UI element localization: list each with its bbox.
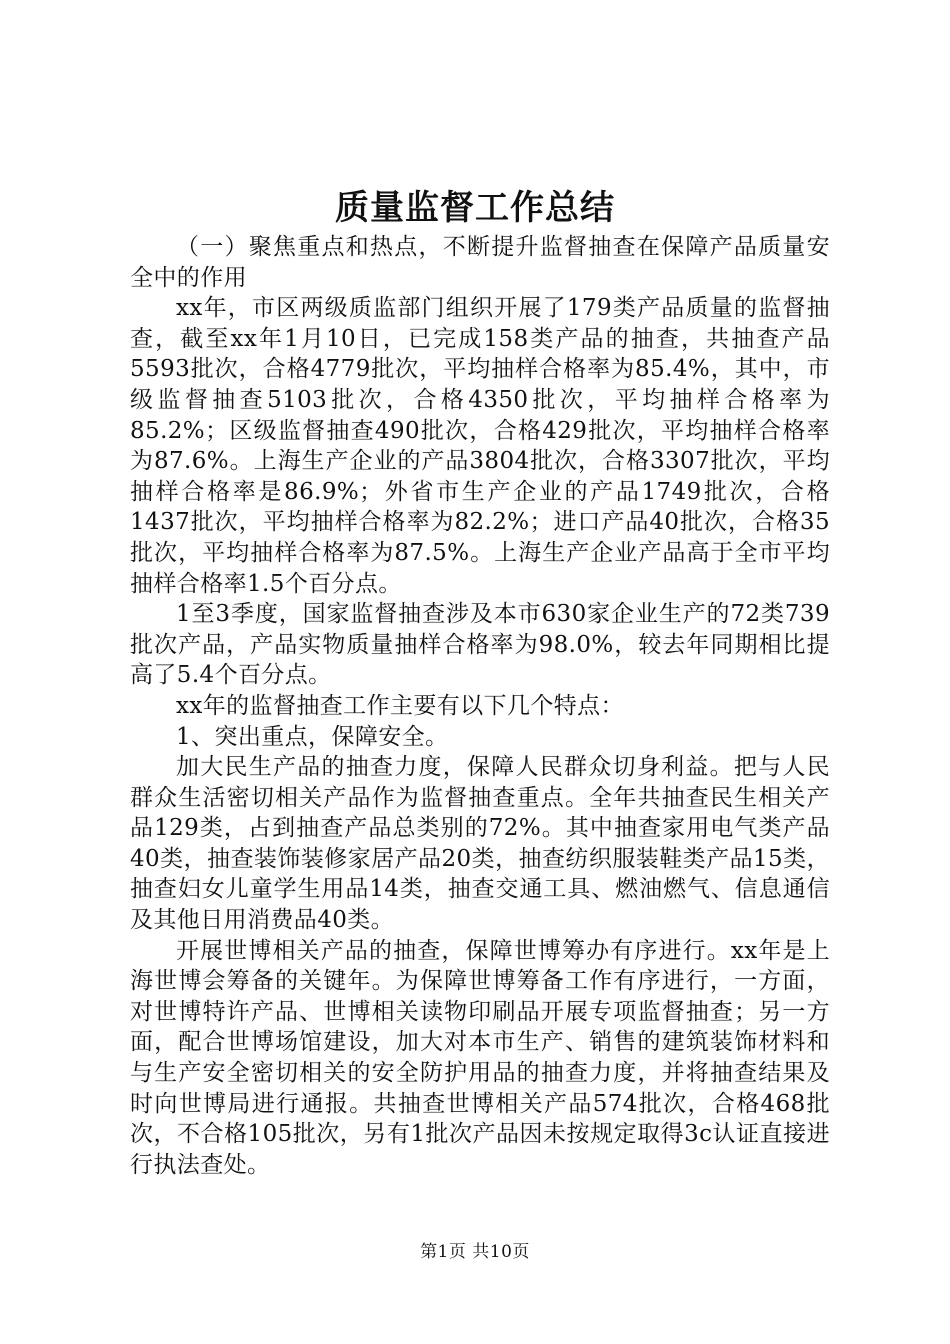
document-body xyxy=(130,232,830,1180)
page-number-footer: 第1页 共10页 xyxy=(420,1242,530,1262)
paragraph-livelihood-products: 加大民生产品的抽查力度，保障人民群众切身利益。把与人民群众生活密切相关产品作为监督抽查重点。全年共抽查民生相关产品129类，占到抽查产品总类别的72%。其中抽查家用电气类产品40类，抽查装饰装修家居产品20类，抽查纺织服装鞋类产品15类，抽查妇女儿童学生用品14类，抽查交通工具、燃油燃气、信息通信及其他日用消费品40类。 xyxy=(130,754,830,934)
paragraph-feature-1-heading: 1、突出重点，保障安全。 xyxy=(176,723,449,750)
document-title: 质量监督工作总结 xyxy=(335,188,615,228)
paragraph-national-inspection: 1至3季度，国家监督抽查涉及本市630家企业生产的72类739批次产品，产品实物质量抽样合格率为98.0%，较去年同期相比提高了5.4个百分点。 xyxy=(130,601,830,689)
paragraph-features-intro: xx年的监督抽查工作主要有以下几个特点： xyxy=(176,692,624,719)
paragraph-expo-products: 开展世博相关产品的抽查，保障世博筹办有序进行。xx年是上海世博会筹备的关键年。为保障世博筹备工作有序进行，一方面，对世博特许产品、世博相关读物印刷品开展专项监督抽查；另一方面，配合世博场馆建设，加大对本市生产、销售的建筑装饰材料和与生产安全密切相关的安全防护用品的抽查力度，并将抽查结果及时向世博局进行通报。共抽查世博相关产品574批次，合格468批次，不合格105批次，另有1批次产品因未按规定取得3c认证直接进行执法查处。 xyxy=(130,937,830,1178)
paragraph-overview: xx年，市区两级质监部门组织开展了179类产品质量的监督抽查，截至xx年1月10日，已完成158类产品的抽查，共抽查产品5593批次，合格4779批次，平均抽样合格率为85.4%，其中，市级监督抽查5103批次，合格4350批次，平均抽样合格率为85.2%；区级监督抽查490批次，合格429批次，平均抽样合格率为87.6%。上海生产企业的产品3804批次，合格3307批次，平均抽样合格率是86.9%；外省市生产企业的产品1749批次，合格1437批次，平均抽样合格率为82.2%；进口产品40批次，合格35批次，平均抽样合格率为87.5%。上海生产企业产品高于全市平均抽样合格率1.5个百分点。 xyxy=(130,295,830,597)
paragraph-heading-1: （一）聚焦重点和热点，不断提升监督抽查在保障产品质量安全中的作用 xyxy=(130,234,830,291)
